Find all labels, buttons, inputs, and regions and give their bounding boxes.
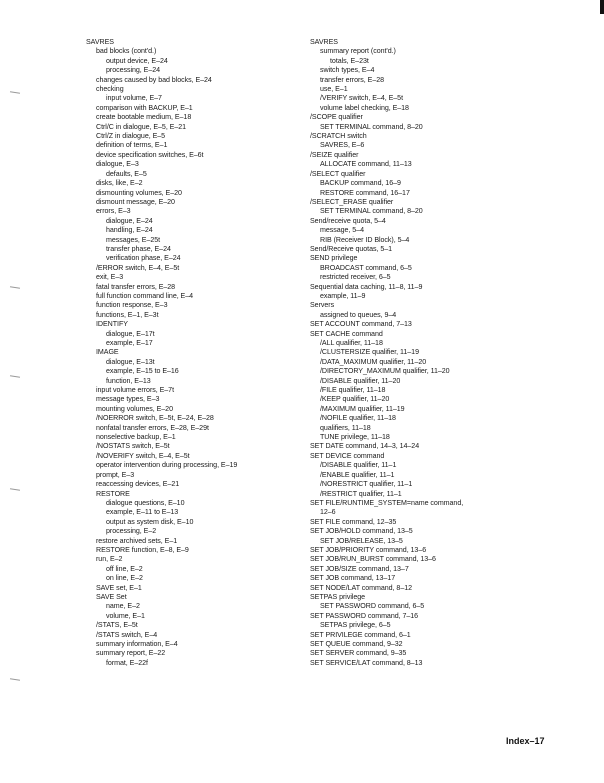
index-entry: device specification switches, E–6t — [96, 150, 204, 159]
index-entry: dialogue, E–24 — [106, 216, 153, 225]
index-entry: RESTORE command, 16–17 — [320, 188, 410, 197]
index-entry: /DISABLE qualifier, 11–1 — [320, 461, 397, 470]
index-entry: off line, E–2 — [106, 564, 143, 573]
index-entry: SET TERMINAL command, 8–20 — [320, 207, 423, 216]
index-entry: transfer phase, E–24 — [106, 244, 171, 253]
index-entry: input volume, E–7 — [106, 94, 162, 103]
index-entry: dialogue, E–13t — [106, 357, 155, 366]
index-entry: switch types, E–4 — [320, 66, 375, 75]
index-entry: /STATS switch, E–4 — [96, 630, 158, 639]
index-entry: SETPAS privilege, 6–5 — [320, 621, 391, 630]
index-entry: dialogue, E–17t — [106, 329, 155, 338]
margin-mark — [10, 488, 20, 490]
index-entry: SET PASSWORD command, 7–16 — [310, 611, 419, 620]
index-entry: TUNE privilege, 11–18 — [320, 433, 390, 442]
index-entry: SET DEVICE command — [310, 451, 385, 460]
index-entry: SET JOB/RELEASE, 13–5 — [320, 536, 403, 545]
index-entry: fatal transfer errors, E–28 — [96, 282, 176, 291]
index-entry: SET PASSWORD command, 6–5 — [320, 602, 425, 611]
index-entry: mounting volumes, E–20 — [96, 404, 173, 413]
index-entry: bad blocks (cont'd.) — [96, 47, 157, 56]
index-entry: disks, like, E–2 — [96, 179, 143, 188]
index-entry: summary information, E–4 — [96, 640, 178, 648]
index-entry: /RESTRICT qualifier, 11–1 — [320, 489, 402, 498]
index-entry: SET NODE/LAT command, 8–12 — [310, 583, 412, 592]
index-entry: comparison with BACKUP, E–1 — [96, 103, 193, 112]
index-entry: SAVRES — [86, 38, 114, 46]
index-entry: restricted receiver, 6–5 — [320, 273, 391, 282]
index-entry: /DIRECTORY_MAXIMUM qualifier, 11–20 — [320, 367, 450, 376]
margin-mark — [10, 91, 20, 93]
index-entry: /SCOPE qualifier — [310, 113, 363, 122]
index-entry: on line, E–2 — [106, 574, 143, 583]
index-entry: 12–6 — [320, 508, 336, 517]
index-entry: exit, E–3 — [96, 273, 124, 282]
index-entry: RESTORE function, E–8, E–9 — [96, 545, 189, 554]
index-entry: input volume errors, E–7t — [96, 386, 175, 395]
index-entry: qualifiers, 11–18 — [320, 423, 371, 432]
index-entry: create bootable medium, E–18 — [96, 113, 192, 122]
index-entry: SAVE Set — [96, 592, 127, 601]
index-entry: /MAXIMUM qualifier, 11–19 — [320, 404, 405, 413]
index-entry: dismount message, E–20 — [96, 197, 175, 206]
index-column-right — [310, 38, 600, 668]
index-entry: verification phase, E–24 — [106, 254, 181, 263]
index-entry: SET JOB/SIZE command, 13–7 — [310, 564, 409, 573]
index-entry: SET FILE command, 12–35 — [310, 517, 397, 526]
index-entry: format, E–22f — [106, 658, 148, 667]
index-entry: /STATS, E–5t — [96, 621, 138, 630]
index-entry: use, E–1 — [320, 85, 348, 94]
index-entry: transfer errors, E–28 — [320, 75, 385, 84]
page-number: Index–17 — [506, 736, 545, 746]
index-entry: nonfatal transfer errors, E–28, E–29t — [96, 423, 209, 432]
index-entry: SET JOB/RUN_BURST command, 13–6 — [310, 555, 436, 564]
index-entry: SET PRIVILEGE command, 6–1 — [310, 630, 411, 639]
index-entry: dismounting volumes, E–20 — [96, 188, 182, 197]
index-entry: nonselective backup, E–1 — [96, 433, 176, 442]
index-entry: example, E–15 to E–16 — [106, 367, 179, 376]
index-entry: RIB (Receiver ID Block), 5–4 — [320, 235, 410, 244]
index-entry: Ctrl/Z in dialogue, E–5 — [96, 132, 166, 141]
index-entry: SET ACCOUNT command, 7–13 — [310, 320, 412, 329]
index-entry: Send/receive quota, 5–4 — [310, 216, 386, 225]
index-entry: SAVE set, E–1 — [96, 583, 142, 592]
index-entry: SET QUEUE command, 9–32 — [310, 640, 403, 648]
index-entry: operator intervention during processing, E–19 — [96, 461, 238, 470]
index-entry: /NOVERIFY switch, E–4, E–5t — [96, 451, 190, 460]
index-entry: /ENABLE qualifier, 11–1 — [320, 470, 395, 479]
margin-mark — [10, 286, 20, 288]
index-entry: example, E–17 — [106, 339, 153, 347]
margin-mark — [10, 375, 20, 377]
index-entry: SET JOB/HOLD command, 13–5 — [310, 527, 413, 536]
index-entry: totals, E–23t — [330, 56, 369, 65]
index-entry: /VERIFY switch, E–4, E–5t — [320, 94, 403, 103]
index-entry: function response, E–3 — [96, 301, 168, 310]
index-entry: message, 5–4 — [320, 226, 364, 235]
index-entry: processing, E–2 — [106, 527, 157, 536]
index-entry: errors, E–3 — [96, 207, 131, 216]
index-entry: /SEIZE qualifier — [310, 150, 359, 159]
index-entry: message types, E–3 — [96, 395, 160, 404]
index-entry: BROADCAST command, 6–5 — [320, 263, 412, 272]
index-entry: /CLUSTERSIZE qualifier, 11–19 — [320, 348, 419, 357]
index-entry: SAVRES, E–6 — [320, 141, 365, 150]
index-entry: SET TERMINAL command, 8–20 — [320, 122, 423, 131]
index-entry: SET SERVER command, 9–35 — [310, 649, 407, 658]
index-entry: /ALL qualifier, 11–18 — [320, 339, 383, 347]
index-entry: SET JOB command, 13–17 — [310, 574, 396, 583]
index-entry: /SCRATCH switch — [310, 132, 367, 141]
index-entry: definition of terms, E–1 — [96, 141, 168, 150]
index-entry: IDENTIFY — [96, 320, 128, 329]
index-entry: SET SERVICE/LAT command, 8–13 — [310, 658, 423, 667]
index-entry: SAVRES — [310, 38, 338, 46]
index-entry: name, E–2 — [106, 602, 140, 611]
index-entry: /NOERROR switch, E–5t, E–24, E–28 — [96, 414, 214, 423]
index-entry: full function command line, E–4 — [96, 291, 194, 300]
index-entry: prompt, E–3 — [96, 470, 135, 479]
index-entry: example, E–11 to E–13 — [106, 508, 179, 517]
index-entry: example, 11–9 — [320, 291, 366, 300]
index-entry: volume label checking, E–18 — [320, 103, 409, 112]
index-entry: Ctrl/C in dialogue, E–5, E–21 — [96, 122, 187, 131]
index-entry: /NOFILE qualifier, 11–18 — [320, 414, 396, 423]
index-entry: RESTORE — [96, 489, 130, 498]
index-entry: messages, E–25t — [106, 235, 161, 244]
index-column-left — [86, 38, 301, 668]
index-entry: summary report, E–22 — [96, 649, 166, 658]
index-entry: handling, E–24 — [106, 226, 153, 235]
index-entry: SEND privilege — [310, 254, 358, 263]
index-entry: defaults, E–5 — [106, 169, 147, 178]
index-entry: /ERROR switch, E–4, E–5t — [96, 263, 180, 272]
index-entry: run, E–2 — [96, 555, 123, 564]
scan-edge-mark — [600, 0, 604, 14]
index-entry: /NOSTATS switch, E–5t — [96, 442, 170, 451]
index-entry: output as system disk, E–10 — [106, 517, 194, 526]
index-entry: /KEEP qualifier, 11–20 — [320, 395, 390, 404]
index-entry: /DATA_MAXIMUM qualifier, 11–20 — [320, 357, 427, 366]
index-entry: SET DATE command, 14–3, 14–24 — [310, 442, 420, 451]
index-entry: reaccessing devices, E–21 — [96, 480, 180, 489]
index-entry: Send/Receive quotas, 5–1 — [310, 244, 393, 253]
index-entry: BACKUP command, 16–9 — [320, 179, 401, 188]
index-entry: Sequential data caching, 11–8, 11–9 — [310, 282, 423, 291]
index-entry: output device, E–24 — [106, 56, 168, 65]
index-entry: SET JOB/PRIORITY command, 13–6 — [310, 545, 427, 554]
index-entry: processing, E–24 — [106, 66, 161, 75]
index-entry: assigned to queues, 9–4 — [320, 310, 397, 319]
index-entry: changes caused by bad blocks, E–24 — [96, 75, 212, 84]
index-entry: /SELECT qualifier — [310, 169, 366, 178]
index-entry: SET CACHE command — [310, 329, 383, 338]
index-entry: SET FILE/RUNTIME_SYSTEM=name command, — [310, 498, 464, 507]
index-entry: dialogue, E–3 — [96, 160, 139, 169]
index-entry: functions, E–1, E–3t — [96, 310, 159, 319]
index-entry: Servers — [310, 301, 335, 310]
index-entry: ALLOCATE command, 11–13 — [320, 160, 412, 169]
margin-mark — [10, 678, 20, 680]
index-entry: checking — [96, 85, 124, 94]
index-entry: /SELECT_ERASE qualifier — [310, 197, 394, 206]
index-entry: /DISABLE qualifier, 11–20 — [320, 376, 401, 385]
index-entry: function, E–13 — [106, 376, 151, 385]
index-entry: summary report (cont'd.) — [320, 47, 396, 56]
index-entry: /FILE qualifier, 11–18 — [320, 386, 386, 395]
index-entry: volume, E–1 — [106, 611, 145, 620]
index-entry: dialogue questions, E–10 — [106, 498, 185, 507]
index-entry: SETPAS privilege — [310, 592, 366, 601]
index-entry: /NORESTRICT qualifier, 11–1 — [320, 480, 413, 489]
index-entry: restore archived sets, E–1 — [96, 536, 178, 545]
index-entry: IMAGE — [96, 348, 119, 357]
